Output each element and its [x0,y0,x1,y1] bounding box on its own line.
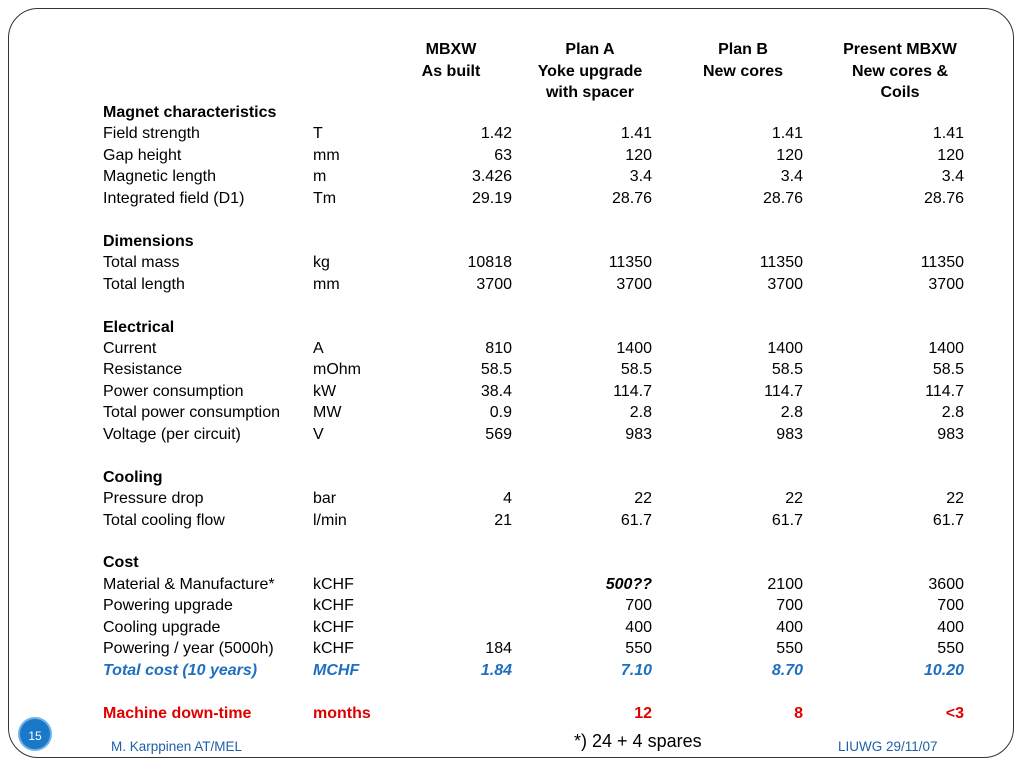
table-row [0,381,1024,402]
cell-value: 10.20 [923,661,964,679]
row-label: Pressure drop [103,490,204,508]
cell-value: 3700 [476,275,512,293]
cell-value: 700 [937,597,964,615]
column-header-line: Coils [880,84,920,101]
cell-value: 3.4 [941,168,964,186]
cell-value: 8.70 [771,661,803,679]
row-unit: V [313,425,324,443]
spacer-row [0,445,1024,466]
cell-value: 11350 [608,254,652,272]
table-row [0,359,1024,380]
cell-value: 550 [625,640,652,658]
cell-value: 500?? [605,575,652,593]
cell-value: <3 [945,704,964,722]
cell-value: 1.41 [771,125,803,143]
column-header-line: New cores & [851,62,949,80]
row-label: Gap height [103,146,182,164]
row-unit: l/min [313,511,347,529]
cell-value: 22 [634,490,652,508]
row-label: Powering upgrade [103,597,233,615]
row-label: Magnetic length [103,168,216,186]
row-label: Powering / year (5000h) [103,640,274,658]
cell-value: 3700 [616,275,652,293]
cell-value: 983 [625,425,652,443]
row-label: Cost [103,554,139,572]
column-header-line: New cores [702,62,784,80]
row-unit: mm [313,146,340,164]
column-header-line: Yoke upgrade [537,62,643,80]
cell-value: 61.7 [620,511,652,529]
cell-value: 1.41 [932,125,964,143]
cell-value: 8 [794,704,803,722]
cell-value: 400 [625,618,652,636]
cell-value: 1.42 [480,125,512,143]
row-label: Electrical [103,318,175,336]
footer-meeting: LIUWG 29/11/07 [838,739,938,754]
row-label: Integrated field (D1) [103,189,245,207]
row-unit: kW [313,382,337,400]
table-row [0,638,1024,659]
cell-value: 22 [785,490,803,508]
cell-value: 61.7 [932,511,964,529]
cell-value: 550 [776,640,803,658]
cell-value: 12 [634,704,652,722]
cell-value: 58.5 [480,361,512,379]
cell-value: 3700 [767,275,803,293]
section-header-row [0,231,1024,252]
section-header-row [0,467,1024,488]
column-header-1 [371,39,531,82]
row-unit: kCHF [313,575,354,593]
row-unit: MW [313,404,342,422]
row-label: Resistance [103,361,183,379]
footer-author: M. Karppinen AT/MEL [111,739,243,754]
row-label: Machine down-time [103,704,252,722]
row-label: Voltage (per circuit) [103,425,241,443]
row-unit: kCHF [313,640,354,658]
page-number: 15 [28,729,42,743]
column-header-line: Present MBXW [843,41,957,58]
row-unit: kCHF [313,597,354,615]
cell-value: 3.4 [629,168,652,186]
table-row [0,617,1024,638]
cell-value: 114.7 [925,382,964,400]
row-unit: kCHF [313,618,354,636]
table-row [0,252,1024,273]
cell-value: 3600 [928,575,964,593]
table-row [0,488,1024,509]
row-label: Current [103,339,157,357]
row-label: Total cost (10 years) [103,661,258,679]
spacer-row [0,531,1024,552]
row-label: Total length [103,275,185,293]
spacer-row [0,681,1024,702]
table-row [0,123,1024,144]
row-unit: bar [313,490,337,508]
cell-value: 3.4 [780,168,803,186]
row-unit: T [313,125,323,143]
column-header-line: As built [421,62,481,80]
row-unit: months [313,704,371,722]
footnote [574,731,702,752]
row-label: Total cooling flow [103,511,225,529]
cell-value: 7.10 [620,661,652,679]
cell-value: 120 [937,146,964,164]
cell-value: 2100 [767,575,803,593]
row-label: Power consumption [103,382,244,400]
table-row [0,274,1024,295]
cell-value: 700 [776,597,803,615]
cell-value: 1.84 [480,661,512,679]
row-label: Total power consumption [103,404,280,422]
cell-value: 1400 [928,339,964,357]
page-number-badge [18,717,52,751]
table-row [0,188,1024,209]
row-label: Field strength [103,125,200,143]
column-header-line: with spacer [545,84,635,101]
cell-value: 120 [776,146,803,164]
footnote-text: 24 + 4 spares [592,731,702,751]
cell-value: 1400 [616,339,652,357]
cell-value: 400 [937,618,964,636]
table-row [0,510,1024,531]
cell-value: 569 [485,425,512,443]
table-row [0,424,1024,445]
cell-value: 28.76 [611,189,652,207]
row-label: Dimensions [103,232,194,250]
cell-value: 21 [494,511,512,529]
section-header-row [0,317,1024,338]
cell-value: 10818 [467,254,512,272]
column-header-3 [663,39,823,82]
table-row [0,595,1024,616]
cell-value: 184 [485,640,512,658]
cell-value: 28.76 [923,189,964,207]
cell-value: 2.8 [941,404,964,422]
cell-value: 550 [937,640,964,658]
row-unit: Tm [313,189,337,207]
row-label: Magnet characteristics [103,104,277,121]
row-unit: mOhm [313,361,361,379]
cell-value: 11350 [759,254,803,272]
cell-value: 29.19 [471,189,512,207]
row-label: Material & Manufacture* [103,575,275,593]
table-row [0,574,1024,595]
cell-value: 114.7 [613,382,652,400]
cell-value: 58.5 [620,361,652,379]
cell-value: 2.8 [780,404,803,422]
cell-value: 58.5 [932,361,964,379]
cell-value: 11350 [920,254,964,272]
cell-value: 63 [494,146,512,164]
spacer-row [0,295,1024,316]
column-header-line: MBXW [425,41,477,58]
cell-value: 700 [625,597,652,615]
column-header-4 [820,39,980,104]
cell-value: 38.4 [480,382,512,400]
footnote-marker: *) [574,731,587,751]
cell-value: 4 [503,490,512,508]
section-header-row [0,552,1024,573]
row-unit: A [313,339,324,357]
cell-value: 1400 [767,339,803,357]
row-unit: m [313,168,327,186]
row-label: Cooling upgrade [103,618,221,636]
cell-value: 114.7 [764,382,803,400]
table-row [0,166,1024,187]
row-unit: kg [313,254,330,272]
row-label: Cooling [103,468,163,486]
table-row [0,703,1024,724]
cell-value: 1.41 [620,125,652,143]
spacer-row [0,209,1024,230]
cell-value: 22 [946,490,964,508]
row-unit: MCHF [313,661,360,679]
cell-value: 3700 [928,275,964,293]
table-row [0,402,1024,423]
cell-value: 400 [776,618,803,636]
table-row [0,145,1024,166]
cell-value: 58.5 [771,361,803,379]
cell-value: 28.76 [762,189,803,207]
cell-value: 0.9 [489,404,512,422]
row-label: Total mass [103,254,180,272]
cell-value: 3.426 [471,168,512,186]
section-header-row [0,102,1024,123]
column-header-line: Plan A [565,41,615,58]
table-row [0,338,1024,359]
cell-value: 61.7 [771,511,803,529]
cell-value: 2.8 [629,404,652,422]
table-row [0,660,1024,681]
cell-value: 810 [485,339,512,357]
cell-value: 983 [776,425,803,443]
cell-value: 983 [937,425,964,443]
column-header-line: Plan B [718,41,768,58]
cell-value: 120 [625,146,652,164]
row-unit: mm [313,275,340,293]
column-header-2 [510,39,670,104]
